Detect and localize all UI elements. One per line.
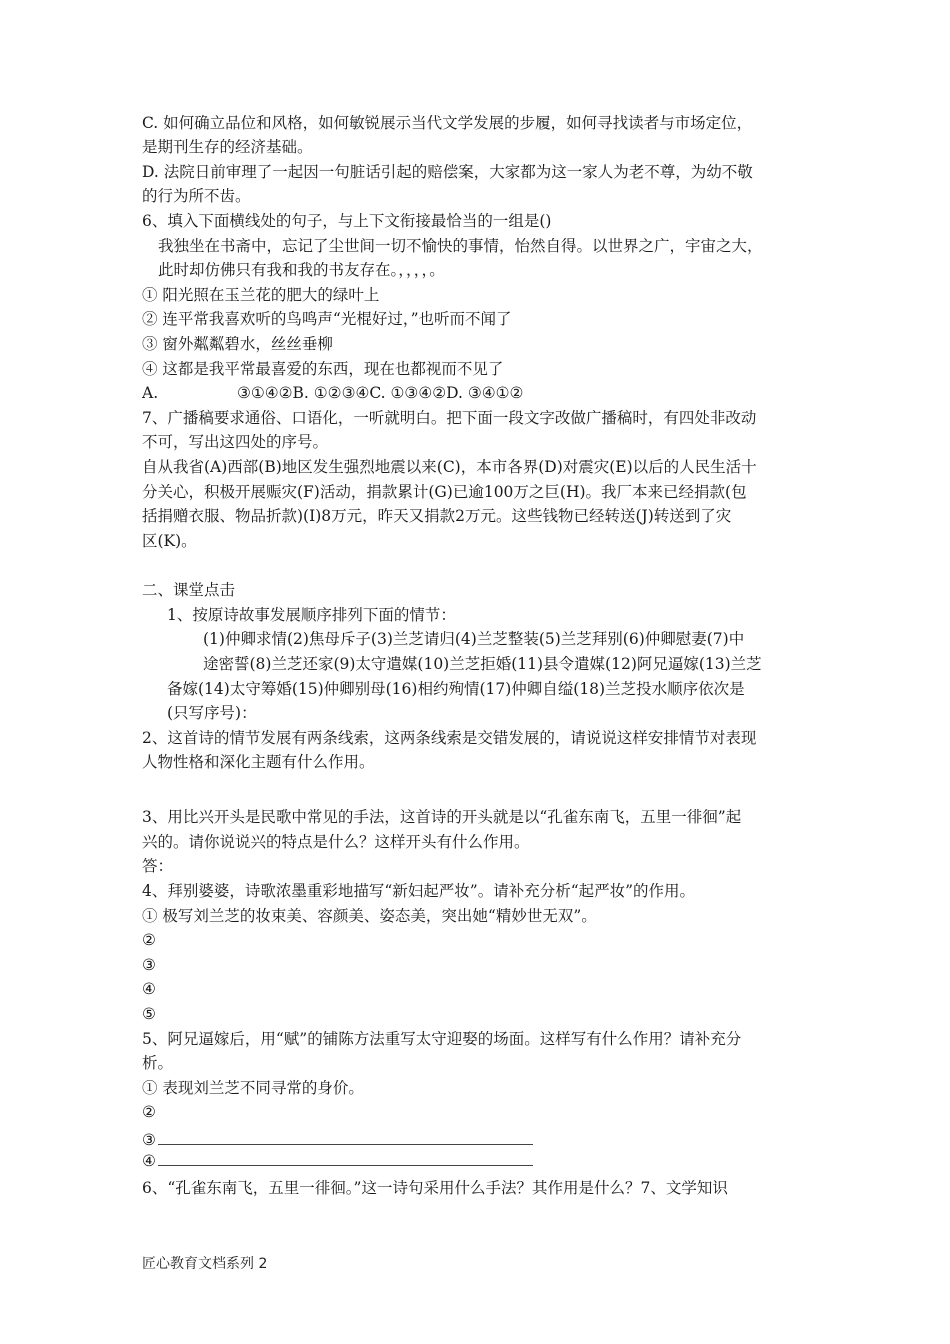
section-heading-class: 二、课堂点击	[142, 581, 236, 599]
question-7-passage-line-3: 括捐赠衣服、物品折款)(I)8万元，昨天又捐款2万元。这些钱物已经转送(J)转送到了灾	[142, 507, 732, 525]
option-d-line-2: 的行为所不齿。	[142, 187, 251, 205]
question-6-passage-line-2: 此时却仿佛只有我和我的书友存在。，，，，。	[158, 261, 445, 279]
class-question-3-line-1: 3、用比兴开头是民歌中常见的手法，这首诗的开头就是以“孔雀东南飞，五里一徘徊”起	[142, 808, 742, 826]
q5-point-4: ④	[142, 1152, 156, 1170]
question-7-passage-line-1: 自从我省(A)西部(B)地区发生强烈地震以来(C)，本市各界(D)对震灾(E)以后的人民生活十	[142, 458, 757, 476]
class-question-6: 6、“孔雀东南飞，五里一徘徊。”这一诗句采用什么手法？其作用是什么？7、文学知识	[142, 1179, 728, 1197]
answer-blank-line	[158, 1131, 533, 1145]
q5-point-1: ① 表现刘兰芝不同寻常的身价。	[142, 1079, 364, 1097]
sentence-option-4: ④ 这都是我平常最喜爱的东西，现在也都视而不见了	[142, 360, 504, 378]
q4-point-5: ⑤	[142, 1005, 156, 1023]
plot-list-line-3: 备嫁(14)太守筹婚(15)仲卿别母(16)相约殉情(17)仲卿自缢(18)兰芝投水顺序依次是	[167, 680, 745, 698]
plot-list-line-4: (只写序号)：	[167, 704, 257, 722]
q5-point-4-row	[142, 1149, 533, 1173]
class-question-2-line-1: 2、这首诗的情节发展有两条线索，这两条线索是交错发展的，请说说这样安排情节对表现	[142, 729, 757, 747]
question-6-passage-line-1: 我独坐在书斋中，忘记了尘世间一切不愉快的事情，怡然自得。以世界之广，宇宙之大，	[158, 237, 763, 255]
class-question-3-line-2: 兴的。请你说说兴的特点是什么？这样开头有什么作用。	[142, 833, 530, 851]
sentence-option-3: ③ 窗外粼粼碧水，丝丝垂柳	[142, 335, 333, 353]
plot-list-line-2: 途密誓(8)兰芝还家(9)太守遣媒(10)兰芝拒婚(11)县令遣媒(12)阿兄逼嫁(13)兰芝	[203, 655, 762, 673]
class-question-2-line-2: 人物性格和深化主题有什么作用。	[142, 753, 375, 771]
q5-point-2: ②	[142, 1103, 156, 1121]
q5-point-3: ③	[142, 1131, 156, 1149]
option-c-line-2: 是期刊生存的经济基础。	[142, 138, 313, 156]
q4-point-1: ① 极写刘兰芝的妆束美、容颜美、姿态美，突出她“精妙世无双”。	[142, 907, 597, 925]
class-question-5-line-2: 析。	[142, 1054, 174, 1072]
answer-blank-line	[158, 1152, 533, 1166]
sentence-option-2: ② 连平常我喜欢听的鸟鸣声“光棍好过，”也听而不闻了	[142, 310, 512, 328]
answer-choices: A. ③①④②B. ①②③④C. ①③④②D. ③④①②	[142, 384, 524, 402]
answer-label: 答：	[142, 857, 174, 875]
option-d-line-1: D. 法院日前审理了一起因一句脏话引起的赔偿案，大家都为这一家人为老不尊，为幼不敬	[142, 163, 753, 181]
q4-point-2: ②	[142, 931, 156, 949]
question-7-line-1: 7、广播稿要求通俗、口语化，一听就明白。把下面一段文字改做广播稿时，有四处非改动	[142, 409, 757, 427]
class-question-4: 4、拜别婆婆，诗歌浓墨重彩地描写“新妇起严妆”。请补充分析“起严妆”的作用。	[142, 882, 696, 900]
question-6-heading: 6、填入下面横线处的句子，与上下文衔接最恰当的一组是()	[142, 212, 552, 230]
page-footer: 匠心教育文档系列 2	[142, 1256, 268, 1272]
question-7-passage-line-4: 区(K)。	[142, 532, 197, 550]
question-7-passage-line-2: 分关心，积极开展赈灾(F)活动，捐款累计(G)已逾100万之巨(H)。我厂本来已经捐款(包	[142, 483, 747, 501]
class-question-5-line-1: 5、阿兄逼嫁后，用“赋”的铺陈方法重写太守迎娶的场面。这样写有什么作用？请补充分	[142, 1030, 742, 1048]
q4-point-4: ④	[142, 980, 156, 998]
q4-point-3: ③	[142, 956, 156, 974]
class-question-1: 1、按原诗故事发展顺序排列下面的情节：	[167, 606, 456, 624]
sentence-option-1: ① 阳光照在玉兰花的肥大的绿叶上	[142, 286, 380, 304]
question-7-line-2: 不可，写出这四处的序号。	[142, 433, 329, 451]
option-c-line-1: C. 如何确立品位和风格，如何敏锐展示当代文学发展的步履，如何寻找读者与市场定位，	[142, 114, 753, 132]
plot-list-line-1: (1)仲卿求情(2)焦母斥子(3)兰芝请归(4)兰芝整装(5)兰芝拜别(6)仲卿慰妻(7)中	[203, 630, 745, 648]
